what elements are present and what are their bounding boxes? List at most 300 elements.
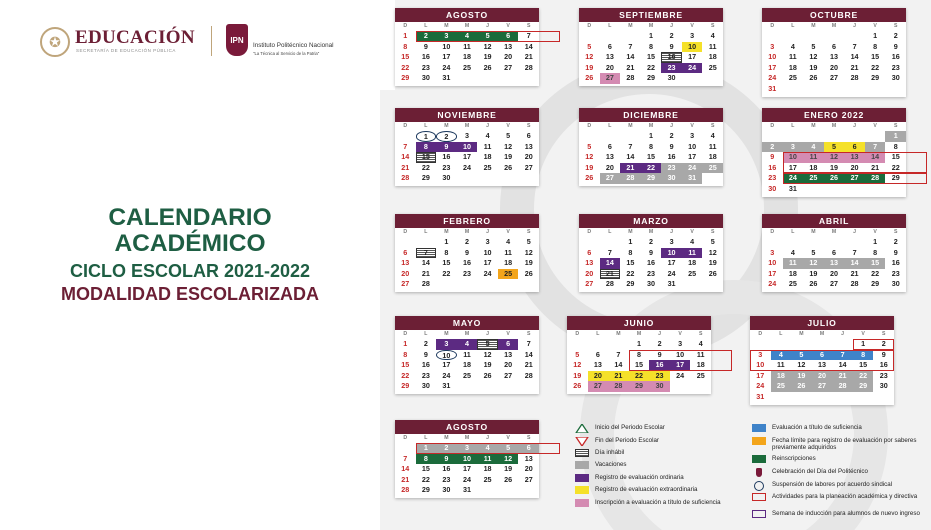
day-cell: 28 (605, 279, 614, 289)
day-cell: 1 (416, 131, 437, 142)
month-name: NOVIEMBRE (395, 108, 539, 122)
day-cell: 10 (783, 152, 804, 163)
day-cell: 26 (708, 268, 717, 278)
day-cell: 20 (524, 152, 533, 162)
month-agosto-0 (395, 8, 539, 86)
day-cell: 31 (788, 183, 797, 193)
day-cell: 6 (812, 350, 833, 361)
day-cell: 25 (498, 269, 519, 280)
start-triangle-icon (575, 424, 589, 432)
day-cell: 2 (893, 31, 898, 40)
weekday-label: D (403, 229, 408, 235)
day-cell: 2 (762, 142, 783, 153)
month-septiembre-1 (579, 8, 723, 86)
day-cell: 30 (879, 381, 888, 391)
induction-box-icon (752, 510, 766, 518)
day-cell: 25 (788, 279, 797, 289)
day-cell: 8 (873, 247, 878, 257)
day-cell: 7 (526, 339, 531, 348)
weekday-label: M (628, 123, 633, 129)
day-cell: 27 (829, 73, 838, 83)
weekday-headers (579, 22, 723, 31)
day-cell: 19 (504, 152, 513, 162)
day-cell: 22 (871, 62, 880, 72)
day-cell: 21 (608, 371, 629, 382)
legend-item (575, 424, 747, 432)
weekday-label: V (873, 123, 877, 129)
days-grid (579, 237, 723, 292)
day-cell: 2 (423, 339, 428, 348)
day-cell: 29 (871, 279, 880, 289)
legend-item (752, 437, 924, 451)
day-cell: 4 (457, 339, 478, 350)
day-cell: 16 (891, 52, 900, 62)
empty-cell (803, 31, 824, 42)
day-cell: 30 (421, 73, 430, 83)
month-name: ABRIL (762, 214, 906, 228)
day-cell: 10 (457, 142, 478, 153)
day-cell: 12 (809, 52, 818, 62)
day-cell: 27 (600, 73, 621, 84)
weekday-label: J (658, 331, 661, 337)
day-cell: 12 (483, 41, 492, 51)
empty-cell (803, 131, 824, 142)
day-cell: 7 (852, 41, 857, 51)
day-cell: 28 (865, 173, 886, 184)
weekday-label: S (526, 123, 531, 129)
day-cell: 20 (585, 268, 594, 278)
day-cell: 12 (504, 141, 513, 151)
day-cell: 28 (608, 381, 629, 392)
weekday-label: J (670, 123, 673, 129)
legend-item (575, 461, 747, 469)
day-cell: 4 (710, 131, 715, 140)
day-cell: 31 (442, 73, 451, 83)
day-cell: 7 (865, 142, 886, 153)
empty-cell (762, 131, 783, 142)
day-cell: 18 (771, 371, 792, 382)
day-cell: 29 (421, 173, 430, 183)
day-cell: 8 (648, 41, 653, 51)
day-cell: 23 (768, 173, 777, 183)
empty-cell (824, 31, 845, 42)
legend-swatch (575, 461, 589, 469)
logo-divider (211, 26, 212, 56)
day-cell: 1 (873, 237, 878, 246)
weekday-label: M (444, 123, 449, 129)
day-cell: 31 (756, 391, 765, 401)
empty-cell (395, 237, 416, 248)
day-cell: 9 (436, 454, 457, 465)
day-cell: 24 (462, 474, 471, 484)
day-cell: 10 (457, 454, 478, 465)
day-cell: 5 (791, 350, 812, 361)
day-cell: 25 (462, 370, 471, 380)
empty-cell (416, 237, 437, 248)
weekday-headers (762, 122, 906, 131)
day-cell: 5 (506, 131, 511, 140)
weekday-label: J (486, 331, 489, 337)
empty-cell (865, 131, 886, 142)
empty-cell (567, 339, 588, 350)
empty-cell (579, 31, 600, 42)
empty-cell (783, 31, 804, 42)
day-cell: 1 (885, 131, 906, 142)
empty-cell (600, 31, 621, 42)
weekday-label: S (710, 123, 715, 129)
day-cell: 24 (676, 370, 685, 380)
day-cell: 17 (788, 162, 797, 172)
day-cell: 27 (812, 381, 833, 392)
day-cell: 7 (526, 31, 531, 40)
day-cell: 26 (791, 381, 812, 392)
weekday-headers (395, 122, 539, 131)
weekday-label: L (424, 123, 428, 129)
weekday-label: M (831, 23, 837, 29)
day-cell: 7 (852, 247, 857, 257)
weekday-headers (762, 22, 906, 31)
day-cell: 11 (708, 41, 717, 51)
day-cell: 21 (620, 163, 641, 174)
day-cell: 14 (626, 152, 635, 162)
legend-label: Suspensión de labores por acuerdo sindical (772, 481, 893, 488)
weekday-label: D (587, 23, 592, 29)
weekday-label: D (575, 331, 580, 337)
weekday-label: J (853, 123, 856, 129)
day-cell: 10 (661, 248, 682, 259)
month-mayo-9 (395, 316, 539, 394)
day-cell: 3 (436, 339, 457, 350)
days-grid (567, 339, 711, 394)
day-cell: 13 (844, 152, 865, 163)
day-cell: 10 (436, 350, 457, 361)
day-cell: 23 (462, 268, 471, 278)
day-cell: 18 (809, 162, 818, 172)
empty-cell (579, 237, 600, 248)
day-cell: 22 (421, 474, 430, 484)
weekday-headers (579, 228, 723, 237)
legend-swatch (575, 474, 589, 482)
day-cell: 10 (442, 41, 451, 51)
day-cell: 21 (524, 52, 533, 62)
day-cell: 13 (585, 258, 594, 268)
legend-item (575, 474, 747, 482)
day-cell: 22 (401, 62, 410, 72)
day-cell: 26 (524, 268, 533, 278)
day-cell: 28 (626, 73, 635, 83)
day-cell: 23 (421, 370, 430, 380)
day-cell: 3 (464, 131, 469, 140)
empty-cell (750, 339, 771, 350)
weekday-label: L (424, 331, 428, 337)
legend-item (752, 481, 924, 491)
weekday-label: J (486, 229, 489, 235)
legend-label: Fin del Periodo Escolar (595, 437, 659, 444)
day-cell: 15 (401, 52, 410, 62)
day-cell: 5 (587, 141, 592, 151)
header (0, 0, 395, 90)
day-cell: 19 (809, 268, 818, 278)
day-cell: 6 (498, 339, 519, 350)
day-cell: 6 (831, 247, 836, 257)
day-cell: 28 (401, 485, 410, 495)
day-cell: 10 (688, 141, 697, 151)
day-cell: 12 (498, 454, 519, 465)
day-cell: 21 (871, 162, 880, 172)
legend-swatch (752, 455, 766, 463)
day-cell: 15 (646, 152, 655, 162)
month-name: JUNIO (567, 316, 711, 330)
empty-cell (620, 131, 641, 142)
day-cell: 15 (416, 152, 437, 163)
day-cell: 14 (524, 349, 533, 359)
title-line-4: MODALIDAD ESCOLARIZADA (61, 284, 319, 304)
day-cell: 11 (682, 248, 703, 259)
day-cell: 31 (768, 83, 777, 93)
day-cell: 3 (690, 131, 695, 140)
day-cell: 23 (891, 268, 900, 278)
weekday-label: V (873, 23, 877, 29)
edu-brand: EDUCACIÓN (75, 27, 195, 48)
weekday-label: D (403, 435, 408, 441)
day-cell: 11 (696, 349, 705, 359)
days-grid (579, 31, 723, 86)
day-cell: 30 (649, 381, 670, 392)
day-cell: 20 (401, 268, 410, 278)
day-cell: 10 (768, 52, 777, 62)
day-cell: 7 (832, 350, 853, 361)
days-grid (395, 443, 539, 498)
day-cell: 20 (588, 371, 609, 382)
day-cell: 2 (669, 31, 674, 40)
ipn-name: Instituto Politécnico Nacional (253, 42, 334, 49)
day-cell: 24 (783, 173, 804, 184)
weekday-label: V (861, 331, 865, 337)
day-cell: 12 (483, 349, 492, 359)
day-cell: 16 (421, 360, 430, 370)
empty-cell (783, 131, 804, 142)
day-cell: 17 (768, 268, 777, 278)
weekday-headers (395, 22, 539, 31)
weekday-headers (395, 434, 539, 443)
day-cell: 3 (770, 247, 775, 257)
legend-label: Inicio del Periodo Escolar (595, 424, 665, 431)
day-cell: 13 (605, 52, 614, 62)
day-cell: 29 (629, 381, 650, 392)
day-cell: 11 (708, 141, 717, 151)
day-cell: 14 (524, 41, 533, 51)
empty-cell (844, 237, 865, 248)
day-cell: 2 (436, 443, 457, 454)
weekday-label: J (486, 123, 489, 129)
day-cell: 26 (504, 162, 513, 172)
day-cell: 18 (462, 52, 471, 62)
day-cell: 1 (861, 339, 866, 348)
day-cell: 7 (607, 247, 612, 257)
day-cell: 9 (770, 152, 775, 162)
weekday-label: L (424, 23, 428, 29)
empty-cell (600, 237, 621, 248)
day-cell: 16 (661, 52, 682, 63)
weekday-label: M (444, 229, 449, 235)
day-cell: 18 (483, 152, 492, 162)
day-cell: 14 (401, 152, 410, 162)
day-cell: 19 (573, 370, 582, 380)
day-cell: 1 (403, 339, 408, 348)
empty-cell (600, 131, 621, 142)
suspension-circle-icon (754, 481, 764, 491)
day-cell: 8 (416, 142, 437, 153)
day-cell: 25 (462, 62, 471, 72)
weekday-label: D (770, 229, 775, 235)
day-cell: 8 (416, 454, 437, 465)
weekday-label: L (424, 229, 428, 235)
day-cell: 15 (634, 360, 643, 370)
weekday-label: V (873, 229, 877, 235)
weekday-label: D (403, 331, 408, 337)
day-cell: 13 (504, 41, 513, 51)
weekday-label: M (819, 331, 825, 337)
day-cell: 13 (829, 52, 838, 62)
day-cell: 23 (421, 62, 430, 72)
day-cell: 29 (401, 73, 410, 83)
weekday-label: S (526, 229, 531, 235)
empty-cell (791, 339, 812, 350)
day-cell: 25 (803, 173, 824, 184)
day-cell: 29 (646, 73, 655, 83)
day-cell: 29 (891, 173, 900, 183)
day-cell: 17 (768, 62, 777, 72)
empty-cell (844, 131, 865, 142)
month-agosto-12 (395, 420, 539, 498)
day-cell: 25 (483, 162, 492, 172)
day-cell: 20 (850, 162, 859, 172)
day-cell: 16 (667, 152, 676, 162)
weekday-headers (395, 330, 539, 339)
day-cell: 22 (871, 268, 880, 278)
empty-cell (832, 339, 853, 350)
empty-cell (783, 237, 804, 248)
month-name: SEPTIEMBRE (579, 8, 723, 22)
day-cell: 26 (573, 381, 582, 391)
day-cell: 14 (401, 464, 410, 474)
day-cell: 5 (526, 237, 531, 246)
day-cell: 7 (628, 41, 633, 51)
legend-label: Reinscripciones (772, 455, 816, 462)
title-line-3: CICLO ESCOLAR 2021-2022 (69, 261, 311, 281)
weekday-label: J (853, 23, 856, 29)
day-cell: 18 (462, 360, 471, 370)
legend-item (752, 468, 924, 477)
weekday-label: L (608, 123, 612, 129)
day-cell: 25 (688, 268, 697, 278)
day-cell: 21 (401, 162, 410, 172)
day-cell: 3 (690, 31, 695, 40)
edu-subtitle: SECRETARÍA DE EDUCACIÓN PÚBLICA (76, 48, 176, 53)
day-cell: 21 (524, 360, 533, 370)
day-cell: 4 (477, 443, 498, 454)
days-grid (395, 131, 539, 186)
day-cell: 11 (803, 152, 824, 163)
day-cell: 12 (585, 52, 594, 62)
empty-cell (844, 31, 865, 42)
day-cell: 6 (831, 41, 836, 51)
day-cell: 12 (573, 360, 582, 370)
day-cell: 20 (504, 360, 513, 370)
day-cell: 29 (871, 73, 880, 83)
day-cell: 4 (698, 339, 703, 348)
day-cell: 13 (605, 152, 614, 162)
day-cell: 19 (504, 464, 513, 474)
weekday-label: M (648, 229, 654, 235)
day-cell: 1 (636, 339, 641, 348)
day-cell: 3 (457, 443, 478, 454)
weekday-label: J (486, 23, 489, 29)
weekday-headers (750, 330, 894, 339)
day-cell: 20 (829, 62, 838, 72)
day-cell: 3 (758, 349, 763, 359)
weekday-label: V (690, 23, 694, 29)
legend-label: Registro de evaluación extraordinaria (595, 486, 698, 493)
empty-cell (762, 237, 783, 248)
weekday-label: M (811, 229, 816, 235)
days-grid (762, 237, 906, 292)
day-cell: 5 (477, 31, 498, 42)
weekday-label: J (853, 229, 856, 235)
day-cell: 18 (483, 464, 492, 474)
legend-item (752, 455, 924, 463)
month-julio-11 (750, 316, 894, 405)
day-cell: 26 (824, 173, 845, 184)
weekday-label: M (464, 123, 470, 129)
weekday-label: S (698, 331, 703, 337)
month-diciembre-4 (579, 108, 723, 186)
day-cell: 11 (463, 349, 471, 359)
legend-item (752, 510, 924, 518)
day-cell: 23 (879, 370, 888, 380)
weekday-label: M (444, 23, 449, 29)
day-cell: 13 (824, 258, 845, 269)
day-cell: 6 (518, 443, 539, 454)
day-cell: 25 (708, 62, 717, 72)
day-cell: 15 (865, 258, 886, 269)
day-cell: 14 (600, 258, 621, 269)
day-cell: 9 (669, 41, 674, 51)
day-cell: 27 (585, 279, 594, 289)
day-cell: 6 (607, 141, 612, 151)
legend-label: Registro de evaluación ordinaria (595, 474, 684, 481)
day-cell: 16 (768, 162, 777, 172)
day-cell: 15 (871, 52, 880, 62)
month-name: ENERO 2022 (762, 108, 906, 122)
day-cell: 30 (661, 173, 682, 184)
weekday-label: D (770, 23, 775, 29)
day-cell: 9 (436, 142, 457, 153)
day-cell: 11 (783, 258, 804, 269)
day-cell: 13 (401, 258, 410, 268)
day-cell: 8 (636, 349, 641, 359)
day-cell: 9 (657, 349, 662, 359)
weekday-label: L (608, 229, 612, 235)
day-cell: 17 (442, 52, 451, 62)
empty-cell (579, 131, 600, 142)
day-cell: 12 (708, 247, 717, 257)
day-cell: 3 (678, 339, 683, 348)
day-cell: 26 (585, 173, 594, 183)
empty-cell (824, 237, 845, 248)
day-cell: 1 (444, 237, 449, 246)
month-noviembre-3 (395, 108, 539, 186)
